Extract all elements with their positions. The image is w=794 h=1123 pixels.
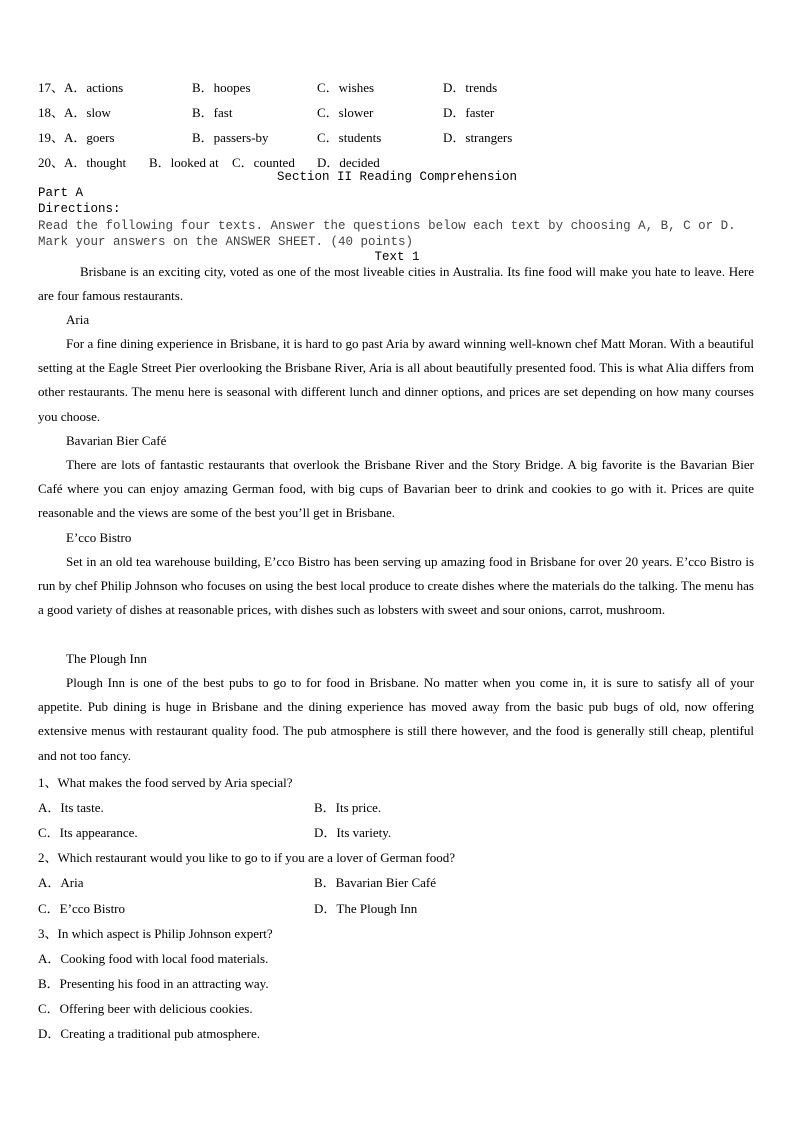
directions-label: Directions:: [38, 202, 121, 216]
heading-aria: Aria: [66, 312, 90, 327]
question-1-option-a: A．Its taste.: [38, 800, 104, 815]
question-2-option-b: B．Bavarian Bier Café: [314, 875, 437, 890]
question-3-option-d: D．Creating a traditional pub atmosphere.: [38, 1026, 261, 1041]
question-number: 18、: [38, 105, 65, 120]
option-b: B．fast: [192, 105, 233, 120]
question-2-option-a: A．Aria: [38, 875, 84, 890]
paragraph-bavarian: There are lots of fantastic restaurants that overlook the Brisbane River and the Story Bridge. A big favorite is the Bavarian Bier Café where you can enjoy amazing German food, with big cups of Bavarian beer to drink and cookies to go with it. Prices are quite reasonable and the views are some of the best you’ll get in Brisbane.: [38, 457, 754, 521]
section-title: Section II Reading Comprehension: [276, 170, 518, 184]
passage-intro: Brisbane is an exciting city, voted as one of the most liveable cities in Australia. Its fine food will make you hate to leave. Here are four famous restaurants.: [38, 264, 754, 304]
option-b: B．hoopes: [192, 80, 251, 95]
option-c: C．slower: [317, 105, 374, 120]
option-d: D．trends: [443, 80, 498, 95]
option-a: A．actions: [64, 80, 124, 95]
paragraph-aria: For a fine dining experience in Brisbane, it is hard to go past Aria by award winning well-known chef Matt Moran. With a beautiful setting at the Eagle Street Pier overlooking the Brisbane River, Aria is all about beautifully presented food. This is what Alia differs from other restaurants. The menu here is seasonal with different lunch and dinner options, and prices are set depending on how many courses you choose.: [38, 336, 754, 424]
option-b: B．looked at: [149, 155, 219, 170]
option-b: B．passers-by: [192, 130, 269, 145]
option-c: C．wishes: [317, 80, 375, 95]
question-2-option-c: C．E’cco Bistro: [38, 901, 126, 916]
question-2-stem: 2、Which restaurant would you like to go to if you are a lover of German food?: [38, 850, 455, 865]
option-a: A．slow: [64, 105, 111, 120]
question-number: 20、: [38, 155, 65, 170]
question-2-option-d: D．The Plough Inn: [314, 901, 418, 916]
question-1-option-c: C．Its appearance.: [38, 825, 138, 840]
question-3-option-a: A．Cooking food with local food materials.: [38, 951, 269, 966]
question-number: 19、: [38, 130, 65, 145]
heading-plough: The Plough Inn: [66, 651, 147, 666]
paragraph-ecco: Set in an old tea warehouse building, E’cco Bistro has been serving up amazing food in Brisbane for over 20 years. E’cco Bistro is run by chef Philip Johnson who focuses on using the best local produce to create dishes where the materials do the talking. The menu has a good variety of dishes at reasonable prices, with dishes such as lobsters with sweet and sour onions, carrot, mushroom.: [38, 554, 754, 618]
question-1-option-d: D．Its variety.: [314, 825, 392, 840]
option-c: C．students: [317, 130, 382, 145]
question-number: 17、: [38, 80, 65, 95]
question-3-option-c: C．Offering beer with delicious cookies.: [38, 1001, 253, 1016]
heading-bavarian: Bavarian Bier Café: [66, 433, 167, 448]
paragraph-plough: Plough Inn is one of the best pubs to go to for food in Brisbane. No matter when you come in, it is sure to satisfy all of your appetite. Pub dining is huge in Brisbane and the dining experience has moved away from the basic pub bugs of old, now offering extensive menus with restaurant quality food. The pub atmosphere is still there however, and the food is generally still cheap, plentiful and not too fancy.: [38, 675, 754, 763]
question-1-option-b: B．Its price.: [314, 800, 382, 815]
question-3-stem: 3、In which aspect is Philip Johnson expert?: [38, 926, 273, 941]
question-3-option-b: B．Presenting his food in an attracting way.: [38, 976, 269, 991]
directions-text: Read the following four texts. Answer the questions below each text by choosing A, B, C or D. Mark your answers on the ANSWER SHEET. (40 points): [38, 219, 736, 249]
question-1-stem: 1、What makes the food served by Aria special?: [38, 775, 293, 790]
option-a: A．goers: [64, 130, 115, 145]
heading-ecco: E’cco Bistro: [66, 530, 132, 545]
option-a: A．thought: [64, 155, 127, 170]
option-d: D．strangers: [443, 130, 513, 145]
option-d: D．decided: [317, 155, 380, 170]
part-label: Part A: [38, 186, 84, 200]
option-c: C．counted: [232, 155, 295, 170]
option-d: D．faster: [443, 105, 495, 120]
text-title: Text 1: [374, 250, 420, 264]
